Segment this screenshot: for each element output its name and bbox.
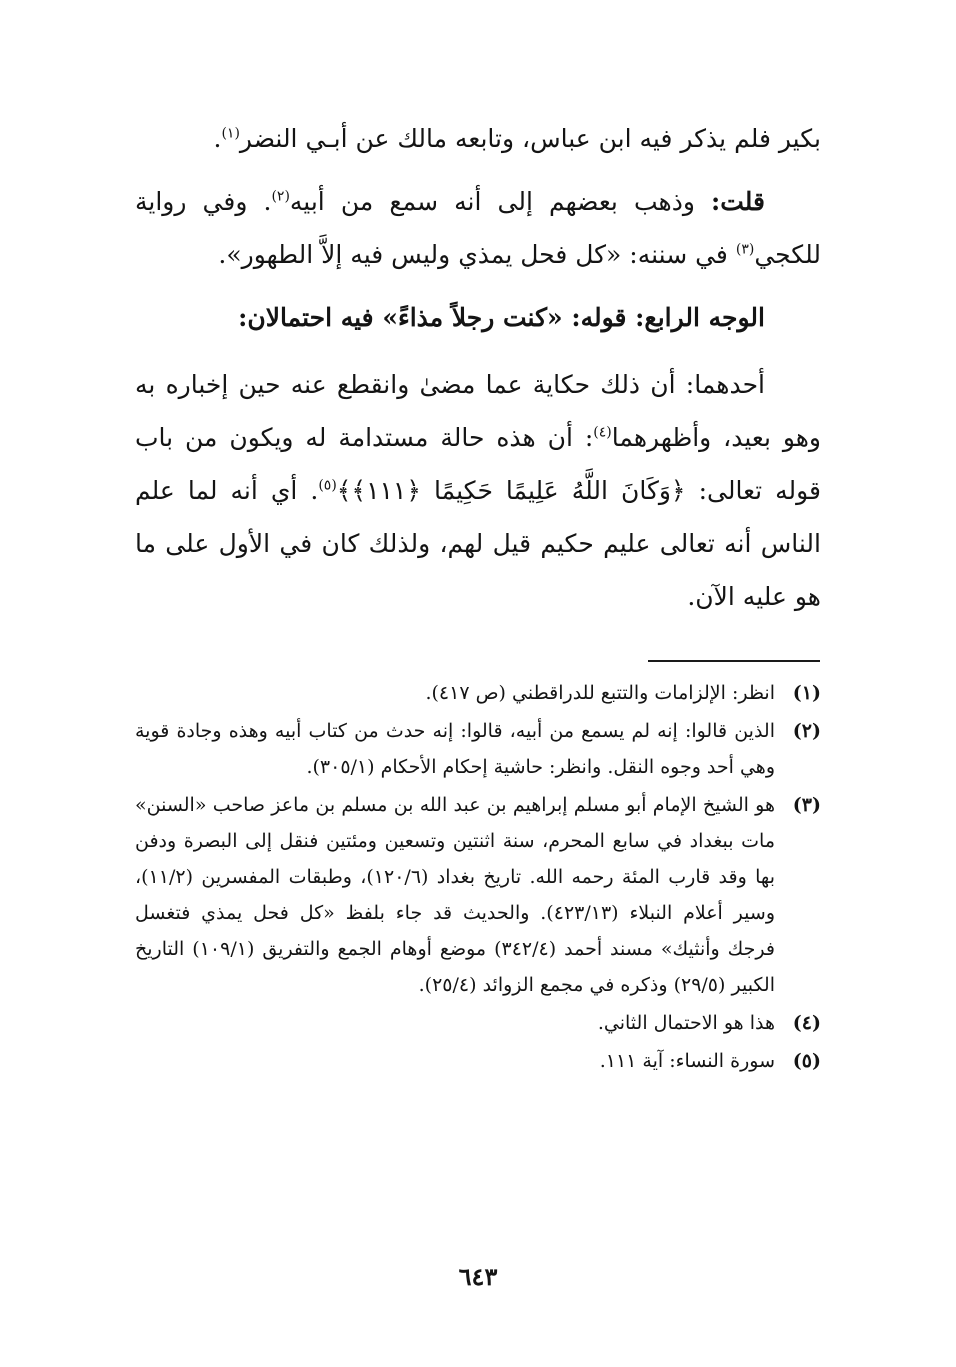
page-number: ٦٤٣ [458,1262,498,1291]
footnote-ref-1: (١) [221,125,240,142]
paragraph-3-heading: الوجه الرابع: قوله: «كنت رجلاً مذاءً» فيه احتمالان: [238,303,765,332]
paragraph-4-text-c: . أي أنه لما علم الناس أنه تعالى عليم حكيم قيل لهم، ولذلك كان في الأول على ما هو عليه الآن. [135,476,821,611]
paragraph-1 [135,112,821,165]
footnote-ref-3: (٣) [735,241,755,258]
footnote-2 [135,713,821,785]
footnote-ref-5: (٥) [318,477,337,494]
footnote-text: هذا هو الاحتمال الثاني. [597,1012,775,1034]
footnote-number: (٤) [792,1012,821,1034]
footnote-text: هو الشيخ الإمام أبو مسلم إبراهيم بن عبد الله بن مسلم بن ماعز صاحب «السنن» مات ببغداد في سابع المحرم، سنة اثنتين وتسعين ومئتين فنقل إلى البصرة ودفن بها وقد قارب المئة رحمه الله. تاريخ بغداد (١٢٠/٦)، وطبقات المفسرين (١١/٢)، وسير أعلام النبلاء (٤٢٣/١٣). والحديث قد جاء بلفظ «كل فحل يمذي فتغسل فرجك وأنثيك» مسند أحمد (٣٤٢/٤) موضع أوهام الجمع والتفريق (١٠٩/١) التاريخ الكبير (٢٩/٥) وذكره في مجمع الزوائد (٢٥/٤). [135,794,775,996]
main-text [135,112,821,623]
paragraph-1-end: . [213,124,222,153]
footnote-text: سورة النساء: آية ١١١. [599,1050,775,1072]
footnote-3 [135,787,821,1003]
footnote-number: (٣) [792,794,821,816]
footnote-4 [135,1005,821,1041]
footnote-1 [135,675,821,711]
footnote-number: (٢) [792,720,821,742]
paragraph-1-text: بكير فلم يذكر فيه ابن عباس، وتابعه مالك عن أبـي النضر [239,124,821,153]
footnote-5 [135,1043,821,1079]
paragraph-2-lead: قلت: [710,187,765,216]
paragraph-4-text-b: : أن هذه حالة مستدامة له ويكون من باب قوله تعالى: ﴿وَكَانَ اللَّهُ عَلِيمًا حَكِيمًا ﴿١١١﴾﴾ [135,423,821,505]
footnote-number: (٥) [792,1050,821,1072]
paragraph-4-text-a: أحدهما: أن ذلك حكاية عما مضىٰ وانقطع عنه حين إخباره به وهو بعيد، وأظهرهما [135,370,822,452]
footnotes [135,675,821,1081]
footnote-ref-4: (٤) [593,424,612,441]
footnote-ref-2: (٢) [271,188,290,205]
paragraph-2-text-b: . وفي رواية للكجي [135,187,821,269]
paragraph-4 [135,358,821,623]
footnote-text: انظر: الإلزامات والتتبع للدراقطني (ص ٤١٧). [425,682,775,704]
paragraph-2-text-a: وذهب بعضهم إلى أنه سمع من أبيه [289,187,711,216]
footnote-separator [648,660,820,662]
footnote-text: الذين قالوا: إنه لم يسمع من أبيه، قالوا: إنه حدث من كتاب أبيه وهذه وجادة قوية وهي أحد وجوه النقل. وانظر: حاشية إحكام الأحكام (٣٠٥/١). [135,720,775,778]
paragraph-2-text-c: في سننه: «كل فحل يمذي وليس فيه إلاَّ الطهور». [218,240,736,269]
paragraph-2 [135,175,821,281]
footnote-number: (١) [792,682,821,704]
